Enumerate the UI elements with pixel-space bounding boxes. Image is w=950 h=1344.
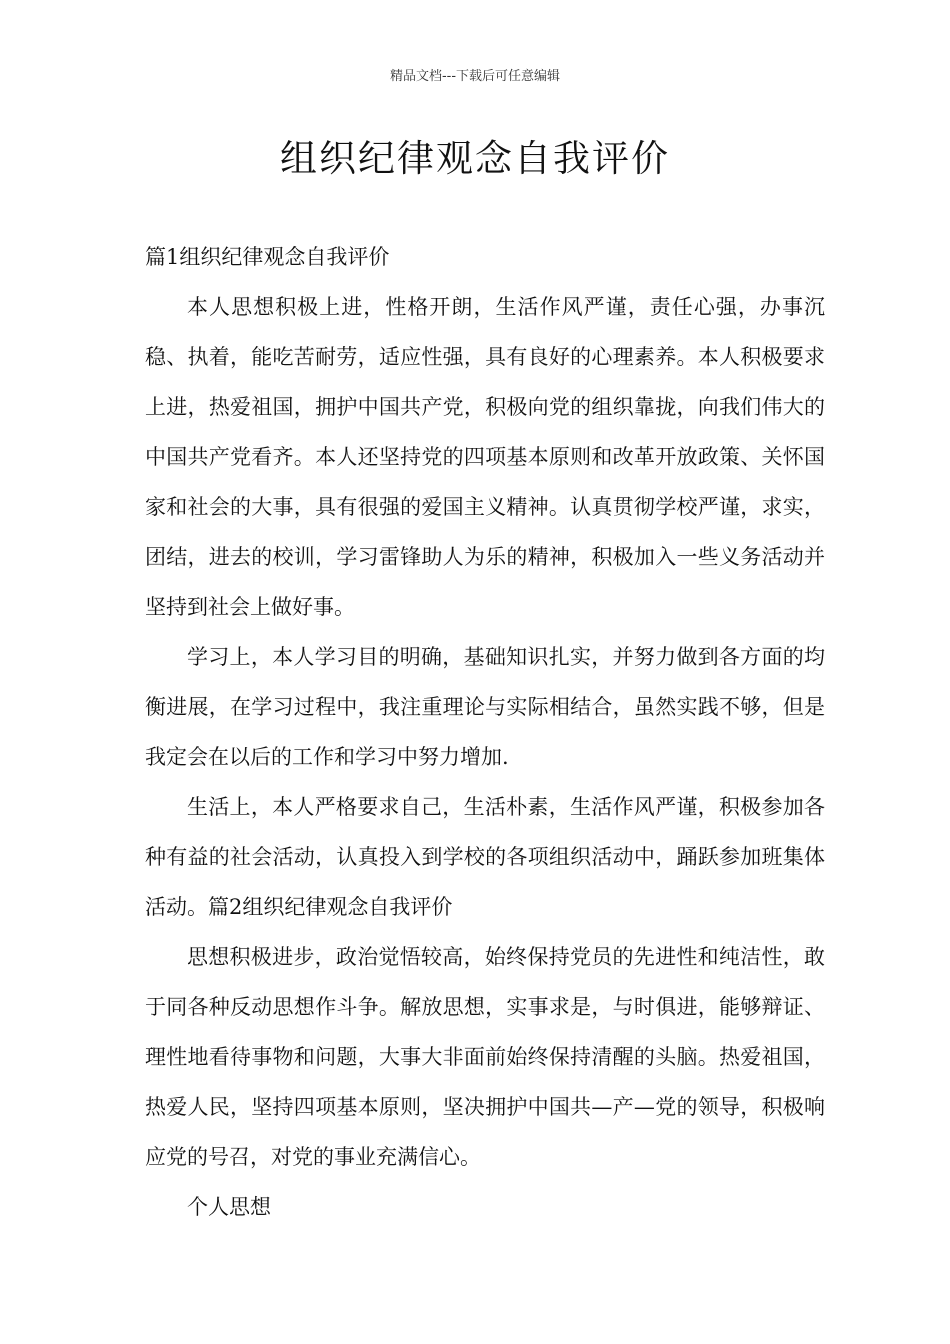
paragraph: 个人思想 <box>187 1195 271 1219</box>
section-heading: 篇1组织纪律观念自我评价 <box>145 245 390 269</box>
document-body <box>145 232 825 1232</box>
paragraph: 思想积极进步，政治觉悟较高，始终保持党员的先进性和纯洁性，敢于同各种反动思想作斗争。解放思想，实事求是，与时俱进，能够辩证、理性地看待事物和问题，大事大非面前始终保持清醒的头脑。热爱祖国，热爱人民，坚持四项基本原则，坚决拥护中国共—产—党的领导，积极响应党的号召，对党的事业充满信心。 <box>145 945 825 1169</box>
paragraph: 本人思想积极上进，性格开朗，生活作风严谨，责任心强，办事沉稳、执着，能吃苦耐劳，适应性强，具有良好的心理素养。本人积极要求上进，热爱祖国，拥护中国共产党，积极向党的组织靠拢，向我们伟大的中国共产党看齐。本人还坚持党的四项基本原则和改革开放政策、关怀国家和社会的大事，具有很强的爱国主义精神。认真贯彻学校严谨，求实，团结，进去的校训，学习雷锋助人为乐的精神，积极加入一些义务活动并坚持到社会上做好事。 <box>145 295 825 619</box>
paragraph: 学习上，本人学习目的明确，基础知识扎实，并努力做到各方面的均衡进展，在学习过程中，我注重理论与实际相结合，虽然实践不够，但是我定会在以后的工作和学习中努力增加. <box>145 645 825 769</box>
document-title: 组织纪律观念自我评价 <box>280 137 670 180</box>
paragraph: 生活上，本人严格要求自己，生活朴素，生活作风严谨，积极参加各种有益的社会活动，认真投入到学校的各项组织活动中，踊跃参加班集体活动。篇2组织纪律观念自我评价 <box>145 795 825 919</box>
page-header: 精品文档---下载后可任意编辑 <box>389 69 561 84</box>
